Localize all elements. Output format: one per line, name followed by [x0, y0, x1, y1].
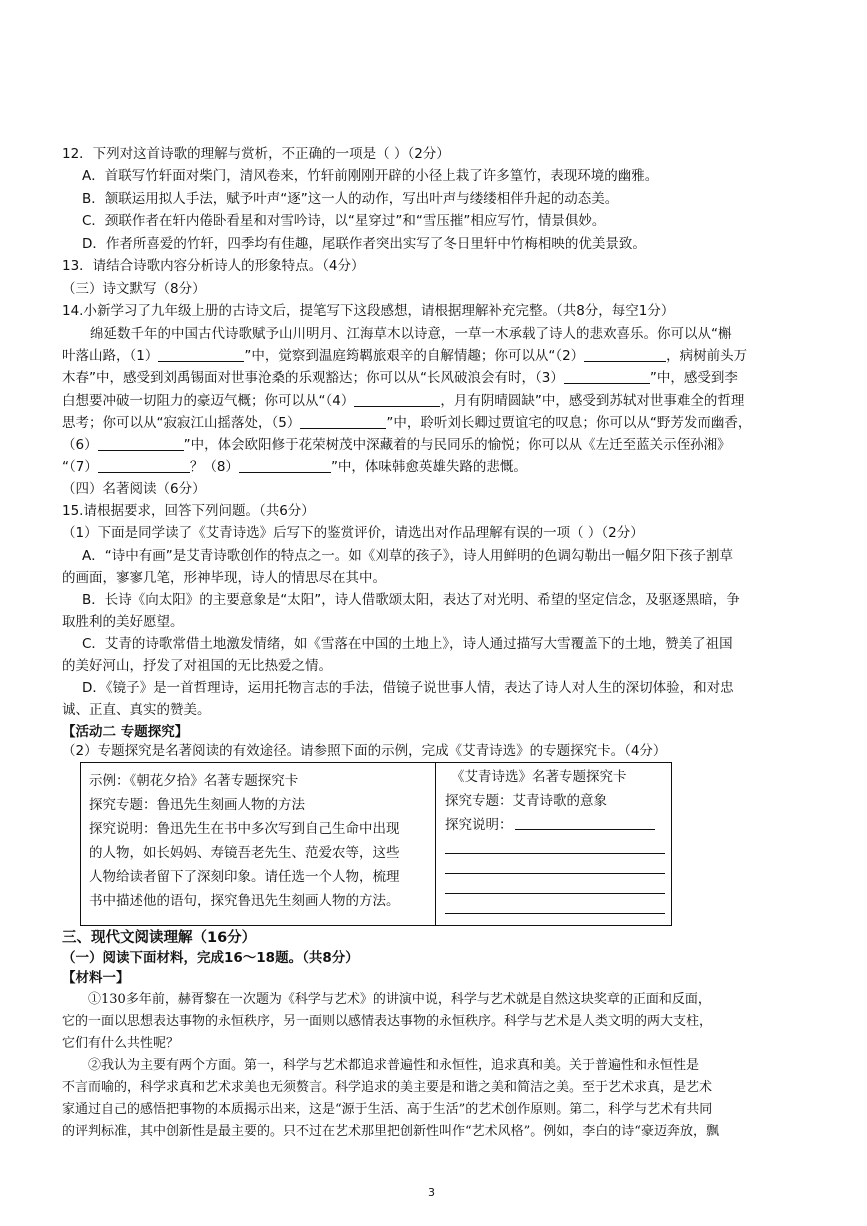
q15-option-a-line1: A．“诗中有画”是艾青诗歌创作的特点之一。如《刈草的孩子》，诗人用鲜明的色调勾勒出一幅夕阳下孩子割草	[82, 548, 733, 564]
answer-line-2[interactable]	[445, 853, 665, 854]
q14-line-4-text-b: ，月有阴晴圆缺”中，感受到苏轼对世事难全的哲理	[440, 393, 745, 409]
q14-line-2-text-a: 叶落山路，（1）	[62, 348, 159, 364]
q14-line-2-text-b: ”中，觉察到温庭筠羁旅艰辛的自解情趣；你可以从“（2）	[244, 348, 585, 364]
q14-line-2-text-c: ，病树前头万	[666, 348, 748, 364]
inquiry-card-table	[80, 762, 672, 926]
q14-line-7-text-c: ”中，体味韩愈英雄失路的悲慨。	[330, 459, 527, 475]
q14-line-7-text-a: “（7）	[62, 459, 98, 475]
answer-blank-5[interactable]	[300, 414, 386, 429]
para1-line2: 它的一面以思想表达事物的永恒秩序，另一面则以感情表达事物的永恒秩序。科学与艺术是人类文明的两大支柱，	[62, 1014, 713, 1029]
example-card-topic: 探究专题：鲁迅先生刻画人物的方法	[89, 797, 305, 813]
q14-line-6-text-b: ”中，体会欧阳修于花荣树茂中深藏着的与民同乐的愉悦；你可以从《左迁至蓝关示侄孙湘》	[183, 437, 731, 453]
answer-blank-6[interactable]	[98, 436, 184, 451]
sub1-heading: （一）阅读下面材料，完成16～18题。（共8分）	[62, 950, 359, 966]
answer-blank-1[interactable]	[158, 347, 244, 362]
answer-blank-8[interactable]	[239, 458, 331, 473]
q14-line-3	[62, 368, 738, 388]
q14-line-5-text-a: 思考；你可以从“寂寂江山摇落处，（5）	[62, 415, 301, 431]
page-number: 3	[428, 1186, 435, 1199]
q12-option-c: C．颈联作者在轩内倦卧看星和对雪吟诗，以“星穿过”和“雪压摧”相应写竹，情景俱妙。	[82, 213, 606, 229]
q12-stem: 12．下列对这首诗歌的理解与赏析，不正确的一项是（ ）（2分）	[62, 146, 450, 162]
answer-blank-7[interactable]	[98, 458, 190, 473]
q14-line-5-text-b: ”中，聆听刘长卿过贾谊宅的叹息；你可以从“野芳发而幽香，	[386, 415, 752, 431]
answer-line-5[interactable]	[445, 913, 665, 914]
q15-option-c-line1: C．艾青的诗歌常借土地激发情绪，如《雪落在中国的土地上》，诗人通过描写大雪覆盖下的土地，赞美了祖国	[82, 636, 733, 652]
q14-line-1: 绵延数千年的中国古代诗歌赋予山川明月、江海草木以诗意，一草一木承载了诗人的悲欢喜乐。你可以从“槲	[90, 326, 732, 342]
answer-line-4[interactable]	[445, 893, 665, 894]
answer-blank-4[interactable]	[354, 392, 440, 407]
aiqing-card-topic: 探究专题：艾青诗歌的意象	[445, 793, 607, 809]
activity-heading: 【活动二 专题探究】	[62, 724, 189, 740]
q14-line-3-text-a: 木春”中，感受到刘禹锡面对世事沧桑的乐观豁达；你可以从“长风破浪会有时，（3）	[62, 370, 564, 386]
q14-line-3-text-b: ”中，感受到李	[649, 370, 738, 386]
q14-line-7	[62, 457, 527, 477]
example-card-title: 示例：《朝花夕拾》名著专题探究卡	[89, 773, 299, 789]
para2-line1: ②我认为主要有两个方面。第一，科学与艺术都追求普遍性和永恒性，追求真和美。关于普遍性和永恒性是	[88, 1058, 700, 1073]
aiqing-card-explain-label: 探究说明：	[445, 817, 513, 833]
card-divider	[435, 763, 436, 925]
example-card-explain-3: 人物给读者留下了深刻印象。请任选一个人物，梳理	[89, 869, 400, 885]
q14-line-6-text-a: （6）	[62, 437, 98, 453]
q14-line-4	[62, 391, 744, 411]
q15-part1: （1）下面是同学读了《艾青诗选》后写下的鉴赏评价，请选出对作品理解有误的一项（ ）（2分）	[62, 525, 644, 541]
q15-option-b-line1: B．长诗《向太阳》的主要意象是“太阳”，诗人借歌颂太阳，表达了对光明、希望的坚定信念，及驱逐黑暗，争	[82, 592, 740, 608]
para1-line1: ①130多年前，赫胥黎在一次题为《科学与艺术》的讲演中说，科学与艺术就是自然这块奖章的正面和反面，	[88, 992, 711, 1007]
para2-line3: 家通过自己的感悟把事物的本质揭示出来，这是“源于生活、高于生活”的艺术创作原则。第二，科学与艺术有共同	[62, 1102, 713, 1117]
para2-line2: 不言而喻的，科学求真和艺术求美也无须赘言。科学追求的美主要是和谐之美和简洁之美。至于艺术求真，是艺术	[62, 1080, 713, 1095]
material1-label: 【材料一】	[62, 970, 130, 986]
q15-option-b-line2: 取胜利的美好愿望。	[62, 614, 184, 630]
aiqing-card-title: 《艾青诗选》名著专题探究卡	[451, 769, 627, 785]
q12-option-d: D．作者所喜爱的竹轩，四季均有佳趣，尾联作者突出实写了冬日里轩中竹梅相映的优美景致。	[82, 236, 646, 252]
answer-line-1[interactable]	[515, 829, 655, 830]
q14-line-7-text-b: ？（8）	[189, 459, 239, 475]
q15-part2: （2）专题探究是名著阅读的有效途径。请参照下面的示例，完成《艾青诗选》的专题探究卡。（4分）	[62, 743, 667, 759]
q14-stem: 14.小新学习了九年级上册的古诗文后，提笔写下这段感想，请根据理解补充完整。（共8分，每空1分）	[62, 303, 675, 319]
part3-heading: 三、现代文阅读理解（16分）	[62, 930, 257, 946]
answer-blank-3[interactable]	[564, 369, 650, 384]
q14-line-6	[62, 435, 731, 455]
q15-option-c-line2: 的美好河山，抒发了对祖国的无比热爱之情。	[62, 658, 332, 674]
para2-line4: 的评判标准，其中创新性是最主要的。只不过在艺术那里把创新性叫作“艺术风格”。例如，李白的诗“豪迈奔放，飘	[62, 1124, 719, 1139]
section-heading-classics: （四）名著阅读（6分）	[62, 481, 206, 497]
answer-blank-2[interactable]	[584, 347, 666, 362]
answer-line-3[interactable]	[445, 873, 665, 874]
example-card-explain-2: 的人物，如长妈妈、寿镜吾老先生、范爱农等，这些	[89, 845, 400, 861]
q14-line-4-text-a: 白想要冲破一切阻力的豪迈气概；你可以从“（4）	[62, 393, 355, 409]
q14-line-2	[62, 346, 747, 366]
q15-stem: 15.请根据要求，回答下列问题。（共6分）	[62, 503, 315, 519]
para1-line3: 它们有什么共性呢？	[62, 1036, 180, 1051]
example-card-explain-1: 探究说明：鲁迅先生在书中多次写到自己生命中出现	[89, 821, 400, 837]
q15-option-d-line1: D．《镜子》是一首哲理诗，运用托物言志的手法，借镜子说世事人情，表达了诗人对人生的深切体验，和对忠	[82, 680, 734, 696]
section-heading-recitation: （三）诗文默写（8分）	[62, 281, 206, 297]
q13-stem: 13．请结合诗歌内容分析诗人的形象特点。（4分）	[62, 258, 365, 274]
example-card-explain-4: 书中描述他的语句，探究鲁迅先生刻画人物的方法。	[89, 893, 400, 909]
q15-option-d-line2: 诚、正直、真实的赞美。	[62, 702, 211, 718]
q14-line-5	[62, 413, 751, 433]
q15-option-a-line2: 的画面，寥寥几笔，形神毕现，诗人的情思尽在其中。	[62, 570, 386, 586]
q12-option-a: A．首联写竹轩面对柴门，清风卷来，竹轩前刚刚开辟的小径上栽了许多篁竹，表现环境的幽雅。	[82, 168, 659, 184]
q12-option-b: B．颔联运用拟人手法，赋予叶声“逐”这一人的动作，写出叶声与缕缕相伴升起的动态美。	[82, 191, 619, 207]
